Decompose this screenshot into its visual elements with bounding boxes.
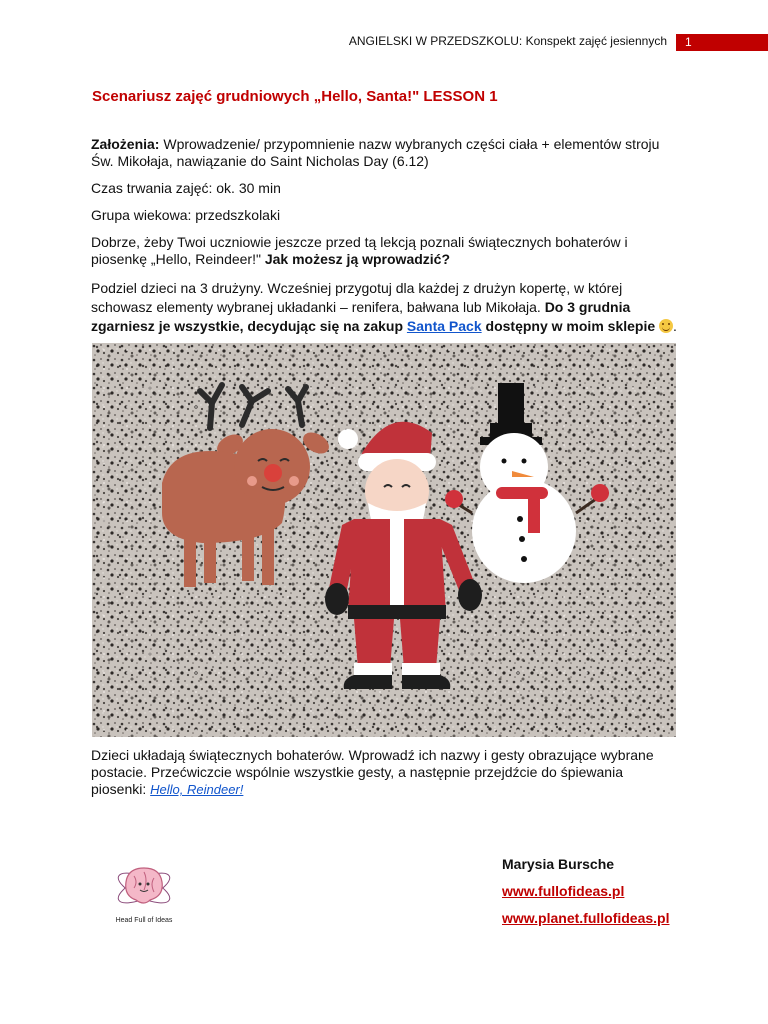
smiley-emoji-icon bbox=[659, 319, 673, 333]
christmas-characters-photo bbox=[92, 343, 676, 737]
duration-paragraph: Czas trwania zajęć: ok. 30 min bbox=[91, 180, 281, 196]
brain-logo-icon bbox=[108, 860, 180, 930]
author-name: Marysia Bursche bbox=[502, 856, 615, 872]
website-2 bbox=[502, 910, 670, 926]
page-header bbox=[0, 34, 768, 52]
song-link[interactable]: Hello, Reindeer! bbox=[150, 782, 244, 797]
after-photo-paragraph bbox=[91, 747, 681, 798]
teams-bold-end: dostępny w moim sklepie bbox=[481, 318, 660, 334]
teams-end: . bbox=[673, 318, 677, 334]
website-2-link[interactable]: www.planet.fullofideas.pl bbox=[502, 910, 670, 926]
photo-illustration bbox=[92, 343, 676, 737]
assumptions-text: Wprowadzenie/ przypomnienie nazw wybranych części ciała + elementów stroju Św. Mikołaja, nawiązanie do Saint Nicholas Day (6.12) bbox=[91, 136, 660, 169]
logo-text: Head Full of Ideas bbox=[115, 917, 173, 924]
website-1-link[interactable]: www.fullofideas.pl bbox=[502, 883, 625, 899]
after-photo-text: Dzieci układają świątecznych bohaterów. Wprowadź ich nazwy i gesty obrazujące wybrane postacie. Przećwiczcie wspólnie wszystkie gesty, a następnie przejdźcie do śpiewania piosenki: bbox=[91, 747, 654, 797]
intro-bold: Jak możesz ją wprowadzić? bbox=[264, 251, 451, 267]
santa-pack-link[interactable]: Santa Pack bbox=[406, 318, 482, 334]
intro-text: Dobrze, żeby Twoi uczniowie jeszcze przed tą lekcją poznali świątecznych bohaterów i piosenkę „Hello, Reindeer!" bbox=[91, 234, 628, 267]
assumptions-label: Założenia: bbox=[91, 136, 160, 152]
intro-paragraph bbox=[91, 234, 681, 268]
website-1 bbox=[502, 883, 624, 899]
teams-text: Podziel dzieci na 3 drużyny. Wcześniej przygotuj dla każdej z drużyn kopertę, w której schowasz elementy wybranej układanki – renifera, bałwana lub Mikołaja. bbox=[91, 280, 623, 315]
header-title: ANGIELSKI W PRZEDSZKOLU: Konspekt zajęć jesiennych bbox=[348, 34, 667, 48]
teams-paragraph bbox=[91, 279, 681, 336]
page-number: 1 bbox=[676, 34, 768, 51]
assumptions-paragraph bbox=[91, 136, 681, 170]
age-group-paragraph: Grupa wiekowa: przedszkolaki bbox=[91, 207, 281, 223]
document-title: Scenariusz zajęć grudniowych „Hello, Santa!" LESSON 1 bbox=[92, 88, 498, 105]
teams-bold: Do 3 grudnia zgarniesz je wszystkie, decydując się na zakup bbox=[91, 299, 631, 334]
head-full-of-ideas-logo bbox=[108, 860, 180, 930]
